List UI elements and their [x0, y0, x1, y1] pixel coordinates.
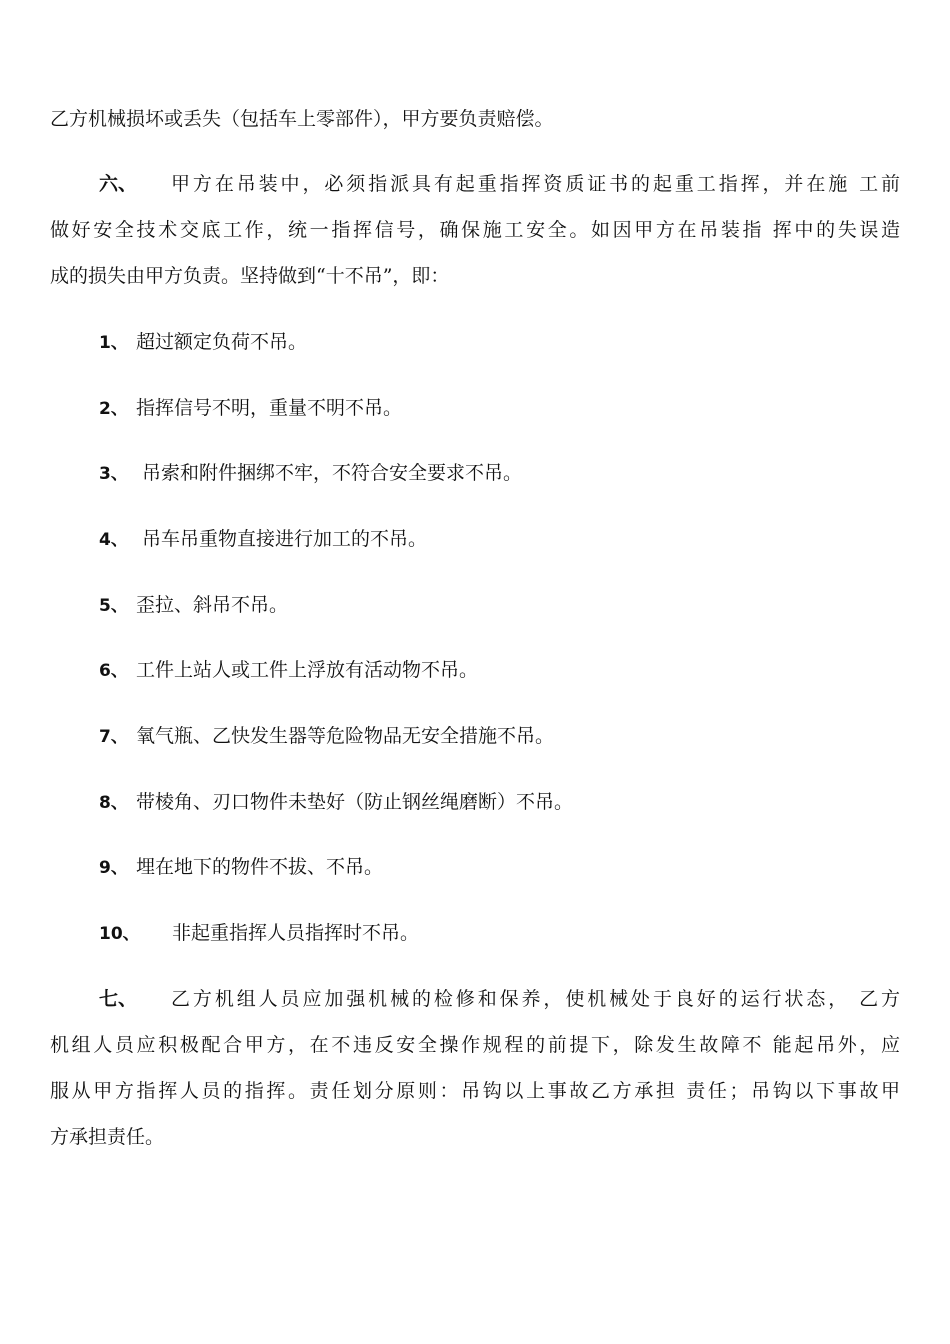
list-item-text: 歪拉、斜吊不吊。 [136, 594, 289, 616]
list-item-text: 非起重指挥人员指挥时不吊。 [172, 922, 420, 944]
list-item-number: 5、 [99, 596, 128, 616]
list-item-text: 氧气瓶、乙快发生器等危险物品无安全措施不吊。 [136, 725, 555, 747]
list-item [99, 461, 522, 486]
list-item [99, 396, 402, 421]
list-item-number: 9、 [99, 858, 128, 878]
list-item-text: 吊索和附件捆绑不牢，不符合安全要求不吊。 [136, 462, 523, 484]
section7-label: 七、 [99, 988, 138, 1010]
list-item-number: 6、 [99, 661, 128, 681]
section6-line2: 做好安全技术交底工作，统一指挥信号，确保施工安全。如因甲方在吊装指 挥中的失误造 [50, 219, 900, 241]
section6-line1: 甲方在吊装中，必须指派具有起重指挥资质证书的起重工指挥，并在施 工前 [171, 173, 900, 195]
list-item [99, 527, 427, 552]
list-item [99, 330, 307, 355]
list-item-number: 2、 [99, 399, 128, 419]
list-item-number: 10、 [99, 924, 140, 944]
list-item-number: 4、 [99, 530, 128, 550]
section6-line3: 成的损失由甲方负责。坚持做到“十不吊”，即： [50, 265, 450, 287]
list-item-text: 指挥信号不明，重量不明不吊。 [136, 397, 403, 419]
list-item [99, 790, 573, 815]
section7-line1: 乙方机组人员应加强机械的检修和保养，使机械处于良好的运行状态， 乙方 [171, 988, 900, 1010]
section7-line4: 方承担责任。 [50, 1126, 165, 1148]
list-item-text: 超过额定负荷不吊。 [136, 331, 308, 353]
section6-label: 六、 [99, 173, 138, 195]
section7-line3: 服从甲方指挥人员的指挥。责任划分原则：吊钩以上事故乙方承担 责任；吊钩以下事故甲 [50, 1080, 900, 1102]
list-item-number: 8、 [99, 793, 128, 813]
list-item-number: 7、 [99, 727, 128, 747]
list-item [99, 724, 554, 749]
list-item [99, 658, 478, 683]
list-item [99, 855, 383, 880]
list-item-text: 工件上站人或工件上浮放有活动物不吊。 [136, 659, 479, 681]
list-item-number: 1、 [99, 333, 128, 353]
list-item [99, 593, 288, 618]
list-item-number: 3、 [99, 464, 128, 484]
list-item-text: 埋在地下的物件不拔、不吊。 [136, 856, 384, 878]
section7-line2: 机组人员应积极配合甲方，在不违反安全操作规程的前提下，除发生故障不 能起吊外，应 [50, 1034, 900, 1056]
list-item-text: 吊车吊重物直接进行加工的不吊。 [136, 528, 428, 550]
intro-line: 乙方机械损坏或丢失（包括车上零部件），甲方要负责赔偿。 [50, 108, 554, 130]
list-item-text: 带棱角、刃口物件未垫好（防止钢丝绳磨断）不吊。 [136, 791, 574, 813]
list-item [99, 921, 419, 946]
